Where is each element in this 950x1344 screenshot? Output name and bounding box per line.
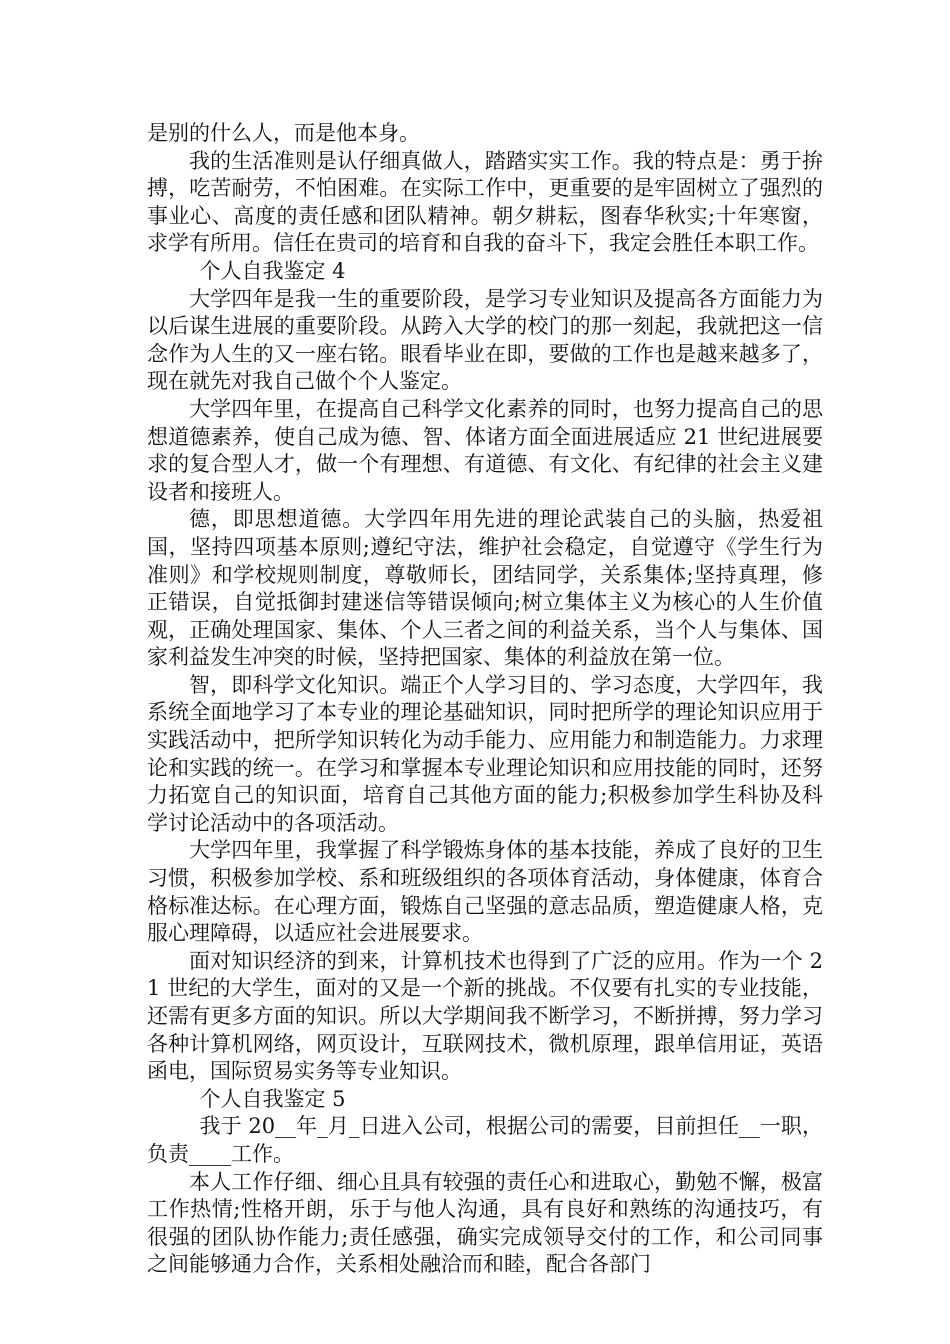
paragraph: 大学四年里，我掌握了科学锻炼身体的基本技能，养成了良好的卫生习惯，积极参加学校、系和班级组织的各项体育活动，身体健康，体育合格标准达标。在心理方面，锻炼自己坚强的意志品质，塑造健康人格，克服心理障碍，以适应社会进展要求。: [147, 838, 823, 946]
paragraph: 大学四年里，在提高自己科学文化素养的同时，也努力提高自己的思想道德素养，使自己成为德、智、体诸方面全面进展适应 21 世纪进展要求的复合型人才，做一个有理想、有道德、有文化、有纪律的社会主义建设者和接班人。: [147, 396, 823, 504]
paragraph: 面对知识经济的到来，计算机技术也得到了广泛的应用。作为一个 21 世纪的大学生，面对的又是一个新的挑战。不仅要有扎实的专业技能，还需有更多方面的知识。所以大学期间我不断学习，不断拼搏，努力学习各种计算机网络，网页设计，互联网技术，微机原理，跟单信用证，英语函电，国际贸易实务等专业知识。: [147, 948, 823, 1084]
paragraph: 大学四年是我一生的重要阶段，是学习专业知识及提高各方面能力为以后谋生进展的重要阶段。从跨入大学的校门的那一刻起，我就把这一信念作为人生的又一座右铭。眼看毕业在即，要做的工作也是越来越多了，现在就先对我自己做个个人鉴定。: [147, 286, 823, 394]
paragraph-continuation: 是别的什么人，而是他本身。: [147, 121, 420, 145]
document-body: [147, 120, 823, 1279]
paragraph: 本人工作仔细、细心且具有较强的责任心和进取心，勤勉不懈，极富工作热情;性格开朗，乐于与他人沟通，具有良好和熟练的沟通技巧，有很强的团队协作能力;责任感强，确实完成领导交付的工作，和公司同事之间能够通力合作，关系相处融洽而和睦，配合各部门: [147, 1169, 823, 1277]
section-heading: 个人自我鉴定 5: [199, 1086, 346, 1111]
section-heading: 个人自我鉴定 4: [199, 258, 346, 283]
paragraph: 德，即思想道德。大学四年用先进的理论武装自己的头脑，热爱祖国，坚持四项基本原则;遵纪守法，维护社会稳定，自觉遵守《学生行为准则》和学校规则制度，尊敬师长，团结同学，关系集体;坚持真理，修正错误，自觉抵御封建迷信等错误倾向;树立集体主义为核心的人生价值观，正确处理国家、集体、个人三者之间的利益关系，当个人与集体、国家利益发生冲突的时候，坚持把国家、集体的利益放在第一位。: [147, 507, 823, 670]
paragraph: 我的生活准则是认仔细真做人，踏踏实实工作。我的特点是：勇于拚搏，吃苦耐劳，不怕困难。在实际工作中，更重要的是牢固树立了强烈的事业心、高度的责任感和团队精神。朝夕耕耘，图春华秋实;十年寒窗，求学有所用。信任在贵司的培育和自我的奋斗下，我定会胜任本职工作。: [147, 148, 823, 256]
paragraph: 智，即科学文化知识。端正个人学习目的、学习态度，大学四年，我系统全面地学习了本专业的理论基础知识，同时把所学的理论知识应用于实践活动中，把所学知识转化为动手能力、应用能力和制造能力。力求理论和实践的统一。在学习和掌握本专业理论知识和应用技能的同时，还努力拓宽自己的知识面，培育自己其他方面的能力;积极参加学生科协及科学讨论活动中的各项活动。: [147, 672, 823, 835]
paragraph: 我于 20__年_月_日进入公司，根据公司的需要，目前担任__一职，负责____工作。: [147, 1114, 823, 1166]
